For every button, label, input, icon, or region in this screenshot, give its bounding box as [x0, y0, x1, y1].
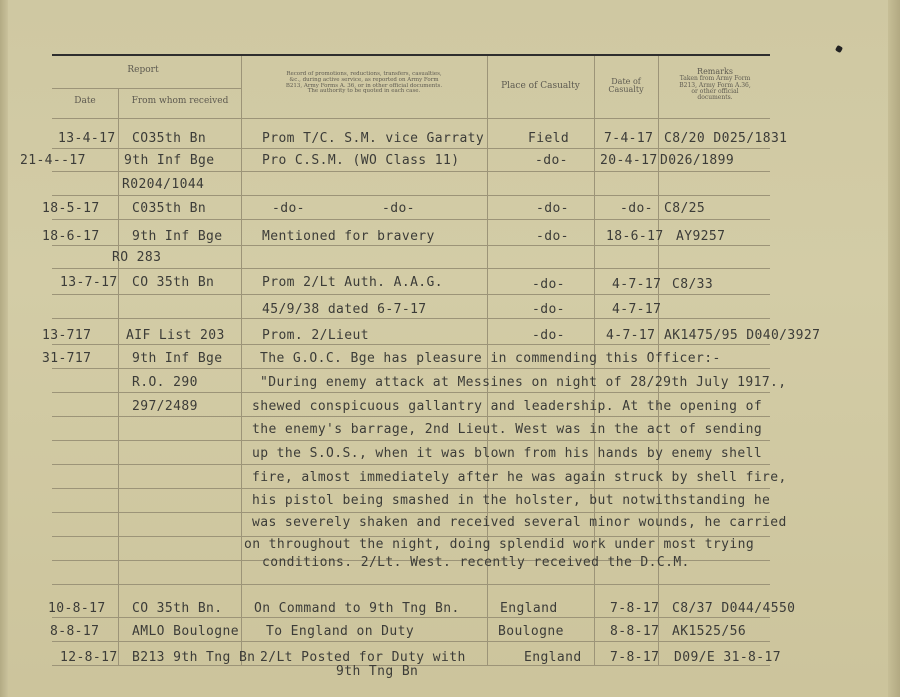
header-line: Date of [611, 77, 641, 86]
entry-casualty-date: 7-8-17 [610, 601, 660, 616]
entry-casualty-date: -do- [620, 201, 653, 216]
place-header: Place of Casualty [501, 81, 580, 91]
header-line: B213, Army Form A.36, [679, 81, 751, 89]
entry-record: 2/Lt Posted for Duty with [260, 650, 466, 665]
entry-remarks: AK1525/56 [672, 624, 747, 639]
remarks-header [660, 68, 770, 102]
entry-remarks: C8/20 D025/1831 [664, 131, 788, 146]
entry-record: Mentioned for bravery [262, 229, 435, 244]
row-rule [52, 584, 770, 585]
entry-casualty-date: 8-8-17 [610, 624, 660, 639]
citation-line: up the S.O.S., when it was blown from his hands by enemy shell [252, 446, 763, 461]
entry-record: -do- [382, 201, 415, 216]
entry-record: On Command to 9th Tng Bn. [254, 601, 460, 616]
citation-line: on throughout the night, doing splendid work under most trying [244, 537, 755, 552]
header-line: Taken from Army Form [679, 75, 751, 83]
top-rule [52, 54, 770, 56]
entry-from: 9th Inf Bge [132, 229, 223, 244]
paper-edge-right [888, 0, 900, 697]
entry-date: 18-6-17 [42, 229, 100, 244]
entry-from: 9th Inf Bge [132, 351, 223, 366]
entry-from: R0204/1044 [122, 177, 205, 192]
entry-from: B213 9th Tng Bn [132, 650, 256, 665]
header-line: Remarks [697, 67, 733, 76]
entry-date: 18-5-17 [42, 201, 100, 216]
entry-casualty-date: 7-4-17 [604, 131, 654, 146]
entry-from: CO35th Bn [132, 131, 207, 146]
entry-record: To England on Duty [266, 624, 415, 639]
entry-place: England [524, 650, 582, 665]
citation-line: conditions. 2/Lt. West. recently received the D.C.M. [262, 555, 690, 570]
entry-remarks: D026/1899 [660, 153, 735, 168]
date-casualty-header [596, 78, 656, 95]
entry-place: -do- [532, 302, 565, 317]
entry-from: R.O. 290 [132, 375, 198, 390]
record-header [244, 72, 484, 95]
entry-record: Prom. 2/Lieut [262, 328, 369, 343]
report-header: Report [127, 65, 159, 75]
row-rule [52, 512, 770, 513]
row-rule [52, 617, 770, 618]
ink-mark [835, 45, 843, 53]
entry-from: AMLO Boulogne [132, 624, 239, 639]
entry-casualty-date: 4-7-17 [606, 328, 656, 343]
entry-record: 9th Tng Bn [336, 664, 419, 679]
row-rule [52, 368, 770, 369]
entry-from: RO 283 [112, 250, 162, 265]
entry-date: 13-717 [42, 328, 92, 343]
record-note-line: B213, Army Forms A. 36, or in other official documents. [285, 82, 443, 89]
entry-remarks: AK1475/95 D040/3927 [664, 328, 821, 343]
row-rule [52, 488, 770, 489]
entry-place: -do- [536, 201, 569, 216]
entry-record: -do- [272, 201, 305, 216]
entry-from: 9th Inf Bge [124, 153, 215, 168]
entry-place: -do- [536, 229, 569, 244]
entry-place: -do- [532, 328, 565, 343]
record-note-line: Record of promotions, reductions, transfers, casualties, [286, 71, 442, 77]
row-rule [52, 464, 770, 465]
citation-line: shewed conspicuous gallantry and leadership. At the opening of [252, 399, 763, 414]
entry-from: 297/2489 [132, 399, 198, 414]
row-rule [52, 294, 770, 295]
header-line: Casualty [608, 85, 644, 95]
column-line [118, 88, 119, 666]
header-line: or other official [691, 87, 739, 95]
row-rule [52, 641, 770, 642]
citation-line: The G.O.C. Bge has pleasure in commending this Officer:- [260, 351, 721, 366]
row-rule [52, 392, 770, 393]
row-rule [52, 171, 770, 172]
entry-from: C035th Bn [132, 201, 207, 216]
entry-date: 13-4-17 [58, 131, 116, 146]
entry-date: 8-8-17 [50, 624, 100, 639]
entry-remarks: C8/37 D044/4550 [672, 601, 796, 616]
entry-remarks: C8/33 [672, 277, 714, 292]
entry-date: 31-717 [42, 351, 92, 366]
entry-place: -do- [532, 277, 565, 292]
entry-remarks: C8/25 [664, 201, 706, 216]
entry-remarks: D09/E 31-8-17 [674, 650, 781, 665]
entry-record: Prom 2/Lt Auth. A.A.G. [262, 275, 443, 290]
entry-casualty-date: 4-7-17 [612, 277, 662, 292]
entry-record: Pro C.S.M. (WO Class 11) [262, 153, 460, 168]
record-note-line: The authority to be quoted in each case. [307, 88, 421, 95]
entry-date: 10-8-17 [48, 601, 106, 616]
entry-casualty-date: 20-4-17 [600, 153, 658, 168]
entry-date: 13-7-17 [60, 275, 118, 290]
entry-casualty-date: 7-8-17 [610, 650, 660, 665]
entry-place: -do- [535, 153, 568, 168]
entry-from: CO 35th Bn [132, 275, 215, 290]
row-rule [52, 219, 770, 220]
citation-line: "During enemy attack at Messines on night of 28/29th July 1917., [260, 375, 787, 390]
paper-edge-left [0, 0, 8, 697]
header-divider [52, 88, 242, 89]
row-rule [52, 416, 770, 417]
record-note-line: &c., during active service, as reported on Army Form [289, 76, 439, 83]
row-rule [52, 318, 770, 319]
citation-line: the enemy's barrage, 2nd Lieut. West was in the act of sending [252, 422, 763, 437]
entry-from: CO 35th Bn. [132, 601, 223, 616]
row-rule [52, 245, 770, 246]
entry-remarks: AY9257 [676, 229, 726, 244]
citation-line: was severely shaken and received several minor wounds, he carried [252, 515, 787, 530]
row-rule [52, 195, 770, 196]
header-line: documents. [697, 94, 733, 102]
entry-date: 12-8-17 [60, 650, 118, 665]
citation-line: his pistol being smashed in the holster, but notwithstanding he [252, 493, 771, 508]
row-rule [52, 268, 770, 269]
from-whom-header: From whom received [131, 96, 229, 106]
entry-record: 45/9/38 dated 6-7-17 [262, 302, 427, 317]
row-rule [52, 344, 770, 345]
header-bottom-rule [52, 118, 770, 119]
entry-date: 21-4--17 [20, 153, 86, 168]
entry-casualty-date: 18-6-17 [606, 229, 664, 244]
date-header: Date [74, 96, 96, 106]
row-rule [52, 148, 770, 149]
entry-place: Field [528, 131, 570, 146]
entry-from: AIF List 203 [126, 328, 225, 343]
entry-record: Prom T/C. S.M. vice Garraty [262, 131, 485, 146]
citation-line: fire, almost immediately after he was again struck by shell fire, [252, 470, 787, 485]
entry-place: England [500, 601, 558, 616]
entry-place: Boulogne [498, 624, 564, 639]
entry-casualty-date: 4-7-17 [612, 302, 662, 317]
row-rule [52, 440, 770, 441]
